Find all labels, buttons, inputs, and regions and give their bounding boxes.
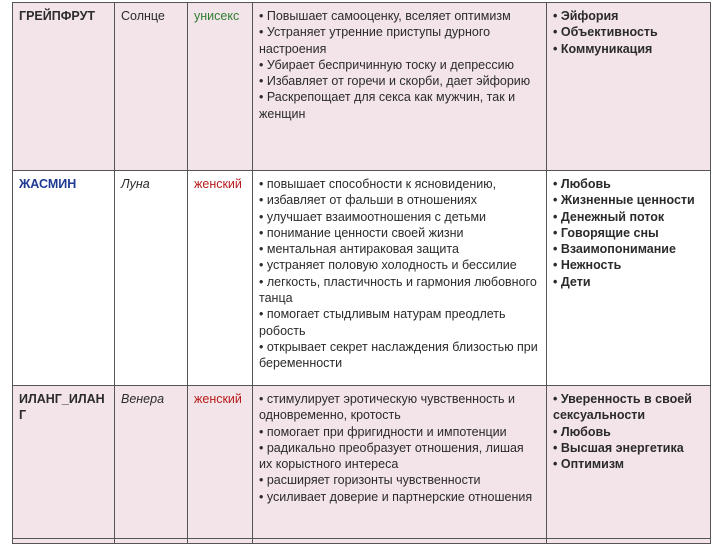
effect-item: • легкость, пластичность и гармония любовного танца [259, 274, 537, 306]
quality-item: • Объективность [553, 25, 658, 40]
oil-name: ГРЕЙПФРУТ [13, 3, 115, 171]
effect-item: • помогает при фригидности и импотенции [259, 424, 507, 439]
quality-item: • Любовь [553, 177, 611, 191]
qualities-cell [547, 3, 711, 171]
quality-item: • Денежный поток [553, 209, 665, 224]
effect-item: • радикально преобразует отношения, лишая их корыстного интереса [259, 440, 524, 472]
effects-cell [253, 3, 547, 171]
table-row [13, 386, 711, 539]
effect-item: • устраняет половую холодность и бессилие [259, 258, 517, 273]
planet: Венера [115, 386, 188, 539]
empty-cell [13, 539, 115, 544]
gender: унисекс [188, 3, 253, 171]
oil-name: ЖАСМИН [13, 171, 115, 386]
table-row-partial [13, 539, 711, 544]
quality-item: • Эйфория [553, 9, 619, 23]
effect-item: • Раскрепощает для секса как мужчин, так и женщин [259, 90, 516, 121]
effect-item: • усиливает доверие и партнерские отношения [259, 489, 533, 504]
quality-item: • Любовь [553, 424, 611, 439]
quality-item: • Высшая энергетика [553, 440, 684, 455]
planet: Луна [115, 171, 188, 386]
effect-item: • расширяет горизонты чувственности [259, 473, 481, 488]
effects-cell [253, 171, 547, 386]
effects-cell [253, 386, 547, 539]
quality-item: • Дети [553, 274, 591, 289]
planet: Солнце [115, 3, 188, 171]
effect-item: • Избавляет от горечи и скорби, дает эйфорию [259, 74, 531, 89]
effect-item: • повышает способности к ясновидению, [259, 177, 497, 191]
effect-item: • стимулирует эротическую чувственность и одновременно, кротость [259, 392, 515, 423]
effect-item: • избавляет от фальши в отношениях [259, 193, 478, 208]
empty-cell [253, 539, 547, 544]
quality-item: • Коммуникация [553, 41, 653, 56]
quality-item: • Уверенность в своей сексуальности [553, 392, 692, 423]
essential-oils-table [12, 2, 711, 544]
qualities-cell [547, 171, 711, 386]
empty-cell [547, 539, 711, 544]
empty-cell [188, 539, 253, 544]
effect-item: • открывает секрет наслаждения близостью при беременности [259, 339, 538, 371]
effect-item: • улучшает взаимоотношения с детьми [259, 209, 487, 224]
empty-cell [115, 539, 188, 544]
table-row [13, 3, 711, 171]
quality-item: • Жизненные ценности [553, 193, 695, 208]
effect-item: • Повышает самооценку, вселяет оптимизм [259, 9, 511, 23]
gender: женский [188, 171, 253, 386]
quality-item: • Нежность [553, 258, 622, 273]
quality-item: • Оптимизм [553, 457, 625, 472]
qualities-cell [547, 386, 711, 539]
effect-item: • Убирает беспричинную тоску и депрессию [259, 57, 514, 72]
effect-item: • понимание ценности своей жизни [259, 225, 464, 240]
effect-item: • Устраняет утренние приступы дурного настроения [259, 25, 491, 56]
oil-name: ИЛАНГ_ИЛАНГ [13, 386, 115, 539]
quality-item: • Взаимопонимание [553, 242, 676, 257]
effect-item: • помогает стыдливым натурам преодлеть робость [259, 307, 506, 338]
gender: женский [188, 386, 253, 539]
quality-item: • Говорящие сны [553, 225, 659, 240]
table-row [13, 171, 711, 386]
effect-item: • ментальная антираковая защита [259, 242, 459, 257]
